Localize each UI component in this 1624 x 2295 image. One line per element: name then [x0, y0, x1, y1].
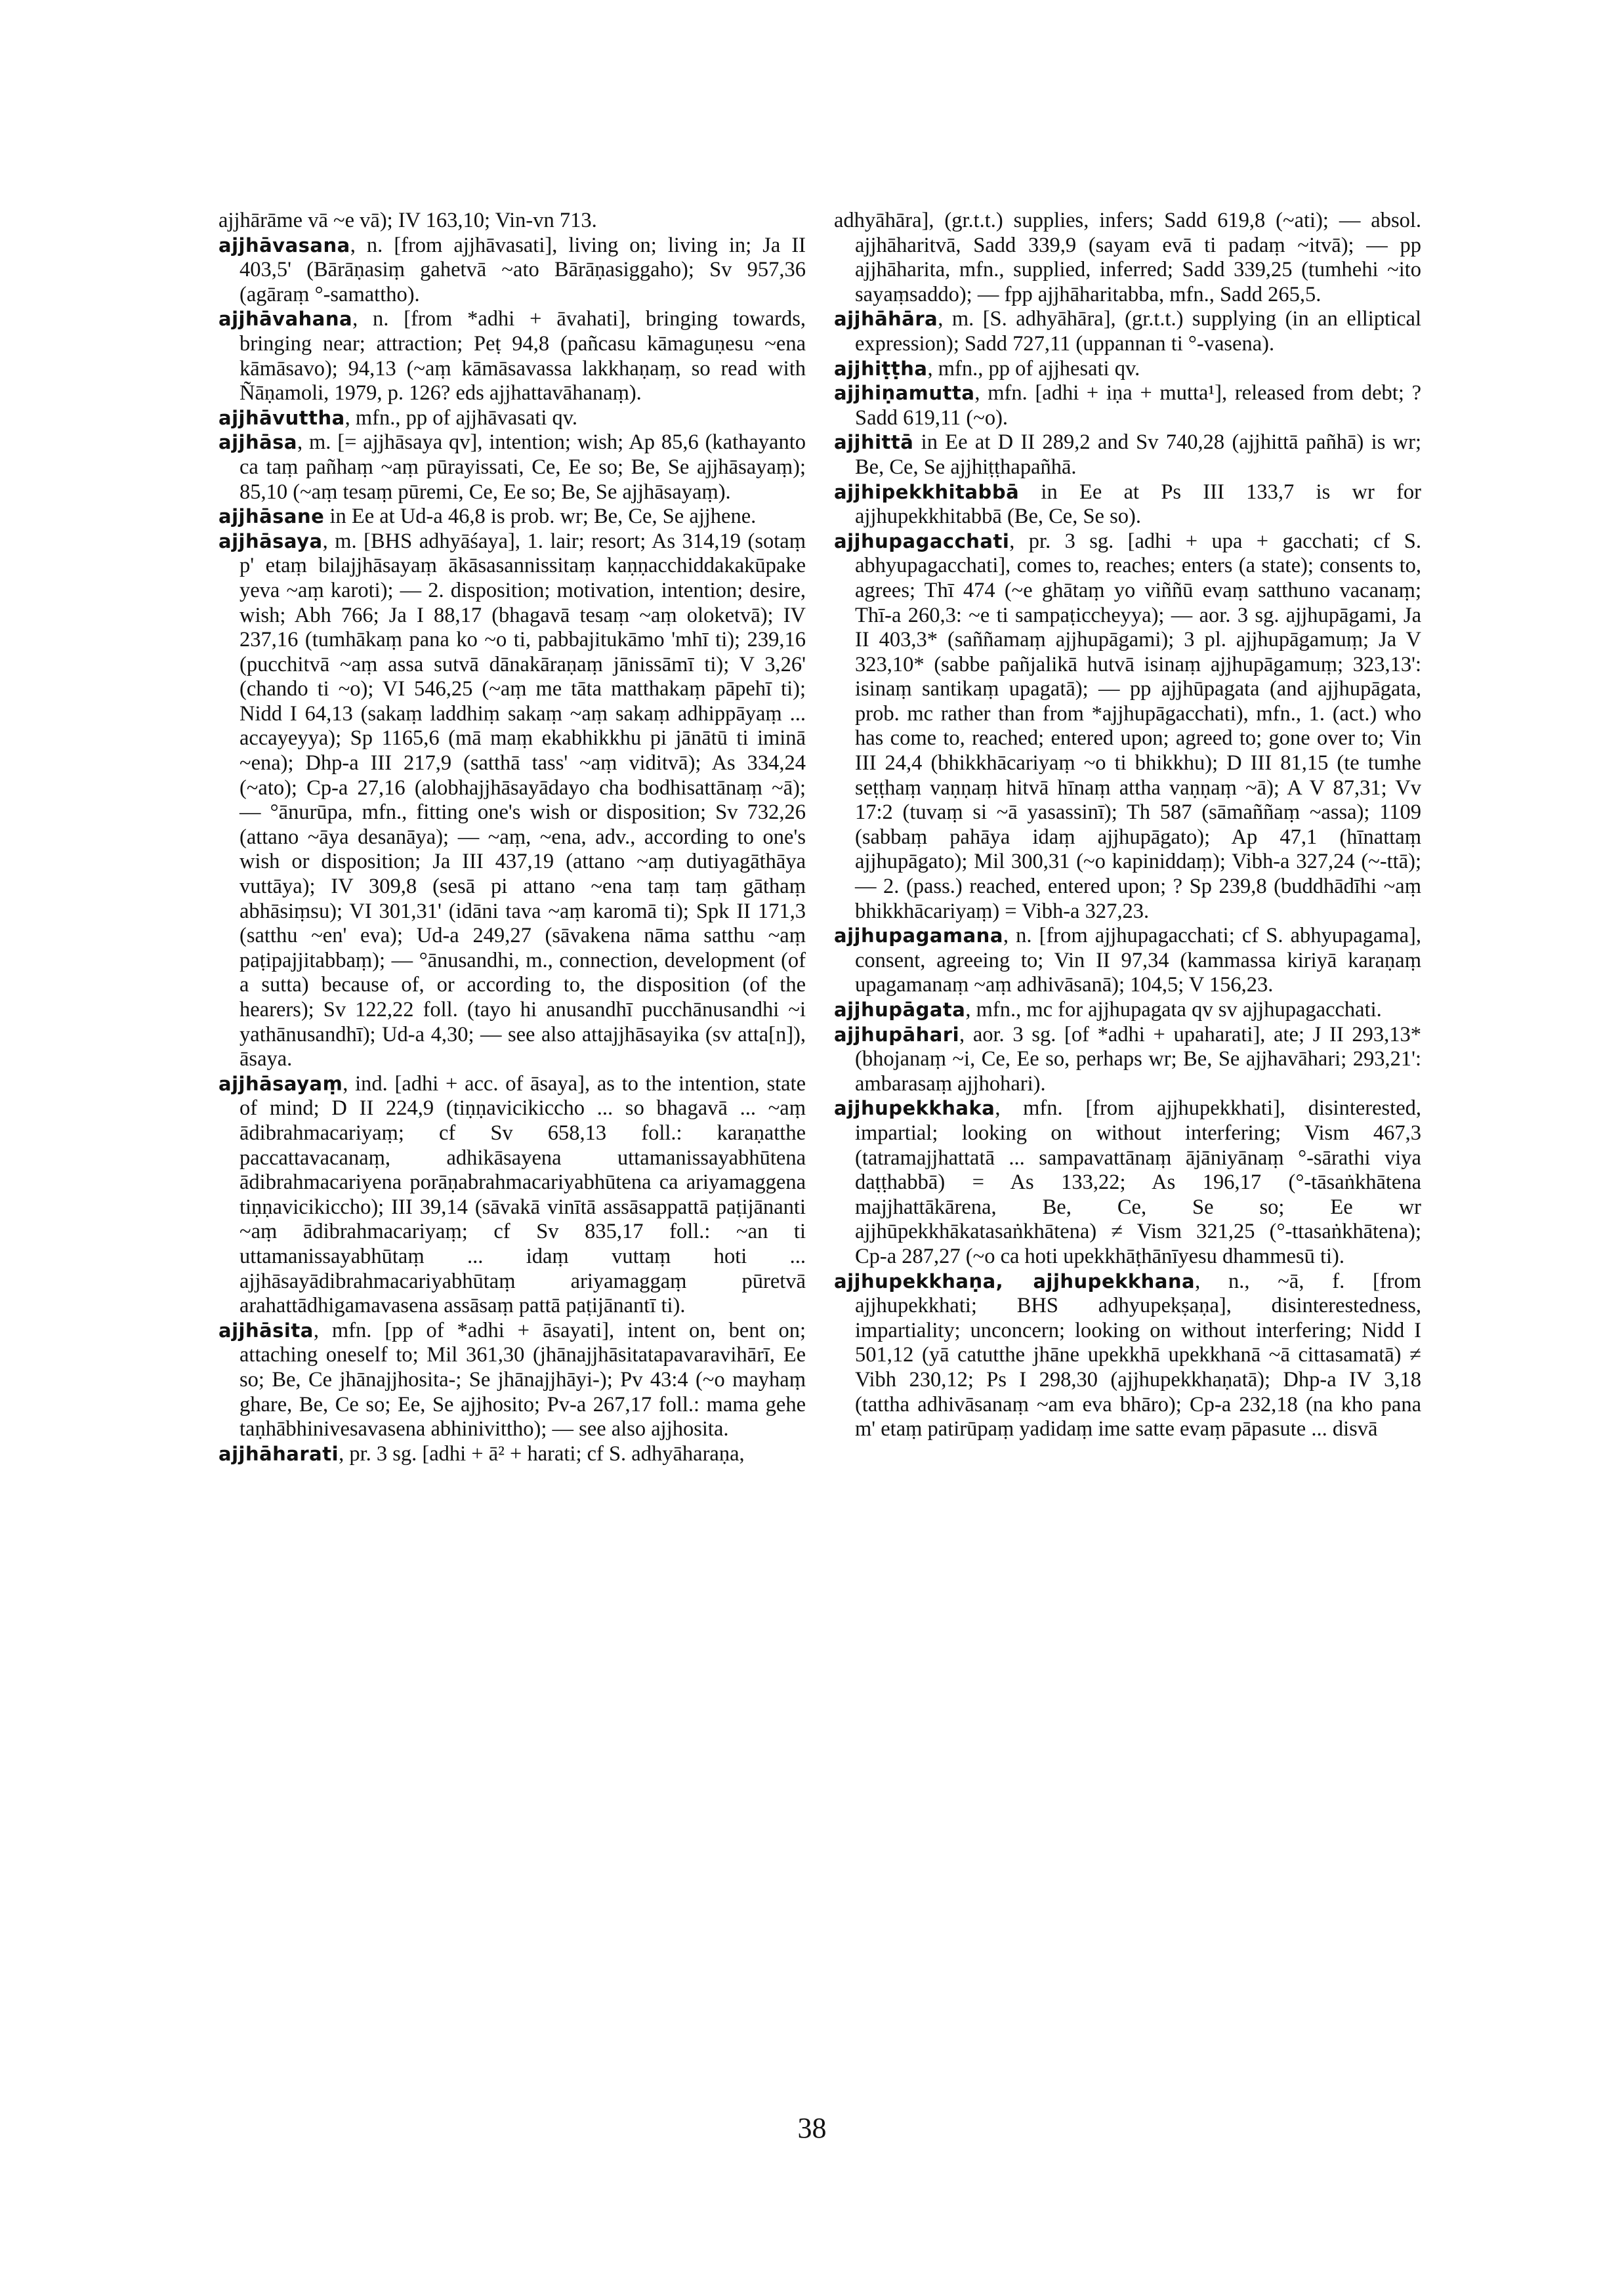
dictionary-entry [219, 529, 806, 1072]
entry-text: , n. [from ajjhupagacchati; cf S. abhyupagama], consent, agreeing to; Vin II 97,34 (kammassa kiriyā karaṇaṃ upagamanaṃ ~aṃ adhivāsanā); 104,5; V 156,23. [855, 924, 1421, 997]
entry-text: , mfn., mc for ajjhupagata qv sv ajjhupagacchati. [965, 998, 1382, 1022]
entry-text: , n. [from *adhi + āvahati], bringing towards, bringing near; attraction; Peṭ 94,8 (pañcasu kāmaguṇesu ~ena kāmāsavo); 94,13 (~aṃ kāmāsavassa lakkhaṇaṃ, so read with Ñāṇamoli, 1979, p. 126? eds ajjhattavāhanaṃ). [239, 307, 806, 405]
right-column [834, 209, 1421, 1442]
entry-text: , m. [= ajjhāsaya qv], intention; wish; Ap 85,6 (kathayanto ca taṃ pañhaṃ ~aṃ pūrayissati, Ce, Ee so; Be, Se ajjhāsayaṃ); 85,10 (~aṃ tesaṃ pūremi, Ce, Ee so; Be, Se ajjhāsayaṃ). [239, 430, 806, 504]
entry-text: , m. [S. adhyāhāra], (gr.t.t.) supplying (in an elliptical expression); Sadd 727,11 (uppannan ti °-vasena). [855, 307, 1421, 356]
entry-headword: ajjhiṇamutta [834, 382, 975, 405]
entry-text: , mfn., pp of ajjhāvasati qv. [344, 405, 578, 430]
dictionary-entry [219, 1072, 806, 1319]
entry-text: in Ee at Ps III 133,7 is wr for ajjhupekkhitabbā (Be, Ce, Se so). [855, 480, 1421, 529]
entry-text: , mfn. [pp of *adhi + āsayati], intent on, bent on; attaching oneself to; Mil 361,30 (jhānajjhāsitatapavaravihārī, Ee so; Be, Ce jhānajjhosita-; Se jhānajjhāyi-); Pv 43:4 (~o mayhaṃ ghare, Be, Ce so; Ee, Se ajjhosito; Pv-a 267,17 foll.: mama gehe taṇhābhinivesavasena abhinivittho); — see also ajjhosita. [239, 1318, 806, 1441]
entry-text: , aor. 3 sg. [of *adhi + upaharati], ate; J II 293,13* (bhojanaṃ ~i, Ce, Ee so, perhaps wr; Be, Se ajjhavāhari; 293,21': ambarasaṃ ajjhohari). [855, 1022, 1421, 1096]
entry-headword: ajjhiṭṭha [834, 357, 928, 380]
entry-headword: ajjhāsita [219, 1319, 314, 1342]
dictionary-entry [834, 430, 1421, 480]
dictionary-entry [834, 209, 1421, 307]
dictionary-entry [219, 505, 806, 529]
entry-headword: ajjhāharati [219, 1442, 339, 1465]
dictionary-entry [219, 430, 806, 505]
entry-text: ajjhārāme vā ~e vā); IV 163,10; Vin-vn 713. [219, 209, 597, 232]
entry-text: in Ee at D II 289,2 and Sv 740,28 (ajjhittā pañhā) is wr; Be, Ce, Se ajjhiṭṭhapañhā. [855, 430, 1421, 479]
entry-text: , n., ~ā, f. [from ajjhupekkhati; BHS adhyupekṣaṇa], disinterestedness, impartiality; unconcern; looking on without interfering; Nidd I 501,12 (yā catutthe jhāne upekkhā upekkhanā ~ā cittasamatā) ≠ Vibh 230,12; Ps I 298,30 (ajjhupekkhaṇatā); Dhp-a IV 3,18 (tattha adhivāsanaṃ ~am eva bhāro); Cp-a 232,18 (na kho pana m' etaṃ patirūpaṃ yadidaṃ ime satte evaṃ pāpasute ... disvā [855, 1269, 1421, 1441]
dictionary-entry [834, 529, 1421, 924]
dictionary-entry [834, 998, 1421, 1023]
entry-headword: ajjhupagacchati [834, 529, 1010, 552]
entry-headword: ajjhittā [834, 431, 914, 454]
entry-headword: ajjhāvahana [219, 308, 353, 331]
page-number: 38 [797, 2112, 827, 2144]
entry-text: in Ee at Ud-a 46,8 is prob. wr; Be, Ce, Se ajjhene. [324, 505, 757, 529]
dictionary-entry [834, 480, 1421, 529]
dictionary-entry [219, 209, 806, 234]
entry-headword: ajjhupekkhaka [834, 1097, 995, 1120]
entry-text: , mfn. [adhi + iṇa + mutta¹], released from debt; ? Sadd 619,11 (~o). [855, 381, 1421, 430]
dictionary-entry [834, 307, 1421, 356]
entry-text: , pr. 3 sg. [adhi + ā² + harati; cf S. adhyāharaṇa, [339, 1441, 745, 1466]
entry-text: adhyāhāra], (gr.t.t.) supplies, infers; Sadd 619,8 (~ati); — absol. ajjhāharitvā, Sadd 339,9 (sayam evā ti padaṃ ~itvā); — pp ajjhāharita, mfn., supplied, inferred; Sadd 339,25 (tumhehi ~ito sayaṃsaddo); — fpp ajjhāharitabba, mfn., Sadd 265,5. [834, 209, 1421, 306]
entry-headword: ajjhāhāra [834, 308, 938, 331]
dictionary-entry [219, 406, 806, 431]
entry-headword: ajjhupagamana [834, 924, 1003, 947]
entry-headword: ajjhupāhari [834, 1023, 960, 1046]
dictionary-entry [834, 1096, 1421, 1269]
entry-headword: ajjhāvuttha [219, 406, 345, 429]
dictionary-entry [834, 357, 1421, 382]
entry-headword: ajjhāvasana [219, 234, 350, 257]
entry-headword: ajjhāsa [219, 431, 297, 454]
entry-headword: ajjhupāgata [834, 999, 966, 1021]
dictionary-entry [834, 1023, 1421, 1097]
dictionary-entry [834, 1270, 1421, 1442]
entry-headword: ajjhāsayaṃ [219, 1072, 343, 1095]
entry-text: , pr. 3 sg. [adhi + upa + gacchati; cf S. abhyupagacchati], comes to, reaches; enters (a state); consents to, agrees; Thī 474 (~e ghātaṃ yo viññū evaṃ satthuno vacanaṃ; Thī-a 260,3: ~e ti sampaṭiccheyya); — aor. 3 sg. ajjhupāgami, Ja II 403,3* (saññamaṃ ajjhupāgami); 3 pl. ajjhupāgamuṃ; Ja V 323,10* (sabbe pañjalikā hutvā isinaṃ ajjhupāgamuṃ; 323,13': isinaṃ santikaṃ upagatā); — pp ajjhūpagata (and ajjhupāgata, prob. mc rather than from *ajjhupāgacchati), mfn., 1. (act.) who has come to, reached; entered upon; agreed to; gone over to; Vin III 24,4 (bhikkhācariyaṃ ~o ti bhikkhu); D III 81,15 (te tumhe seṭṭhaṃ vaṇṇaṃ hitvā hīnaṃ attha vaṇṇaṃ ~ā); A V 87,31; Vv 17:2 (tuvaṃ si ~ā yasassinī); Th 587 (sāmaññaṃ ~assa); 1109 (sabbaṃ pahāya idaṃ ajjhupāgato); Ap 47,1 (hīnattaṃ ajjhupāgato); Mil 300,31 (~o kapiniddaṃ); Vibh-a 327,24 (~-ttā); — 2. (pass.) reached, entered upon; ? Sp 239,8 (buddhādīhi ~aṃ bhikkhācariyaṃ) = Vibh-a 327,23. [855, 529, 1421, 923]
entry-headword: ajjhāsane [219, 505, 325, 528]
dictionary-entry [834, 381, 1421, 430]
dictionary-entry [219, 1319, 806, 1442]
entry-text: , ind. [adhi + acc. of āsaya], as to the intention, state of mind; D II 224,9 (tiṇṇavicikiccho ... so bhagavā ... ~aṃ ādibrahmacariyaṃ; cf Sv 658,13 foll.: karaṇatthe paccattavacanaṃ, adhikāsayena uttamanissayabhūtena ādibrahmacariyena porāṇabrahmacariyabhūtena ca ariyamaggena tiṇṇavicikiccho); III 39,14 (sāvakā vinītā assāsappattā paṭijānanti ~aṃ ādibrahmacariyaṃ; cf Sv 835,17 foll.: ~an ti uttamanissayabhūtaṃ ... idaṃ vuttaṃ hoti ... ajjhāsayādibrahmacariyabhūtaṃ ariyamaggaṃ pūretvā arahattādhigamavasena assāsaṃ pattā paṭijānantī ti). [239, 1071, 806, 1318]
entry-headword: ajjhipekkhitabbā [834, 480, 1020, 503]
left-column [219, 209, 806, 1466]
entry-text: , mfn. [from ajjhupekkhati], disinterested, impartial; looking on without interfering; Vism 467,3 (tatramajjhattatā ... sampavattānaṃ ājāniyānaṃ °-sārathi viya daṭṭhabbā) = As 133,22; As 196,17 (°-tāsaṅkhātena majjhattākārena, Be, Ce, Se so; Ee wr ajjhūpekkhākatasaṅkhātena) ≠ Vism 321,25 (°-ttasaṅkhātena); Cp-a 287,27 (~o ca hoti upekkhāṭhānīyesu dhammesū ti). [855, 1096, 1421, 1268]
entry-text: , mfn., pp of ajjhesati qv. [927, 356, 1140, 381]
dictionary-entry [219, 234, 806, 308]
entry-text: , n. [from ajjhāvasati], living on; living in; Ja II 403,5' (Bārāṇasiṃ gahetvā ~ato Bārāṇasiggaho); Sv 957,36 (agāraṃ °-samattho). [239, 233, 806, 306]
dictionary-entry [834, 924, 1421, 998]
entry-headword: ajjhupekkhaṇa, ajjhupekkhana [834, 1270, 1196, 1292]
dictionary-entry [219, 1442, 806, 1467]
entry-headword: ajjhāsaya [219, 529, 323, 552]
entry-text: , m. [BHS adhyāśaya], 1. lair; resort; As 314,19 (sotaṃ p' etaṃ bilajjhāsayaṃ ākāsasannissitaṃ kaṇṇacchiddakakūpake yeva ~aṃ karoti); — 2. disposition; motivation, intention; desire, wish; Abh 766; Ja I 88,17 (bhagavā tesaṃ ~aṃ oloketvā); IV 237,16 (tumhākaṃ pana ko ~o ti, pabbajitukāmo 'mhī ti); 239,16 (pucchitvā ~aṃ assa sutvā dānakāraṇaṃ jānissāmī ti); V 3,26' (chando ti ~o); VI 546,25 (~aṃ me tāta matthakaṃ pāpehī ti); Nidd I 64,13 (sakaṃ laddhiṃ sakaṃ ~aṃ sakaṃ adhippāyaṃ ... accayeyya); Sp 1165,6 (mā maṃ ekabhikkhu pi jānātū ti iminā ~ena); Dhp-a III 217,9 (satthā tass' ~aṃ viditvā); As 334,24 (~ato); Cp-a 27,16 (alobhajjhāsayādayo cha bodhisattānaṃ ~ā); — °ānurūpa, mfn., fitting one's wish or disposition; Sv 732,26 (attano ~āya desanāya); — ~aṃ, ~ena, adv., according to one's wish or disposition; Ja III 437,19 (attano ~aṃ dutiyagāthāya vuttāya); IV 309,8 (sesā pi attano ~ena taṃ taṃ gāthaṃ abhāsiṃsu); VI 301,31' (idāni tava ~aṃ karomā ti); Spk II 171,3 (satthu ~en' eva); Ud-a 249,27 (sāvakena nāma satthu ~aṃ paṭipajjitabbaṃ); — °ānusandhi, m., connection, development (of a sutta) because of, or according to, the disposition (of the hearers); Sv 122,22 foll. (tayo hi anusandhī pucchānusandhi ~i yathānusandhī); Ud-a 4,30; — see also attajjhāsayika (sv atta[n]), āsaya. [239, 529, 806, 1071]
dictionary-entry [219, 307, 806, 405]
